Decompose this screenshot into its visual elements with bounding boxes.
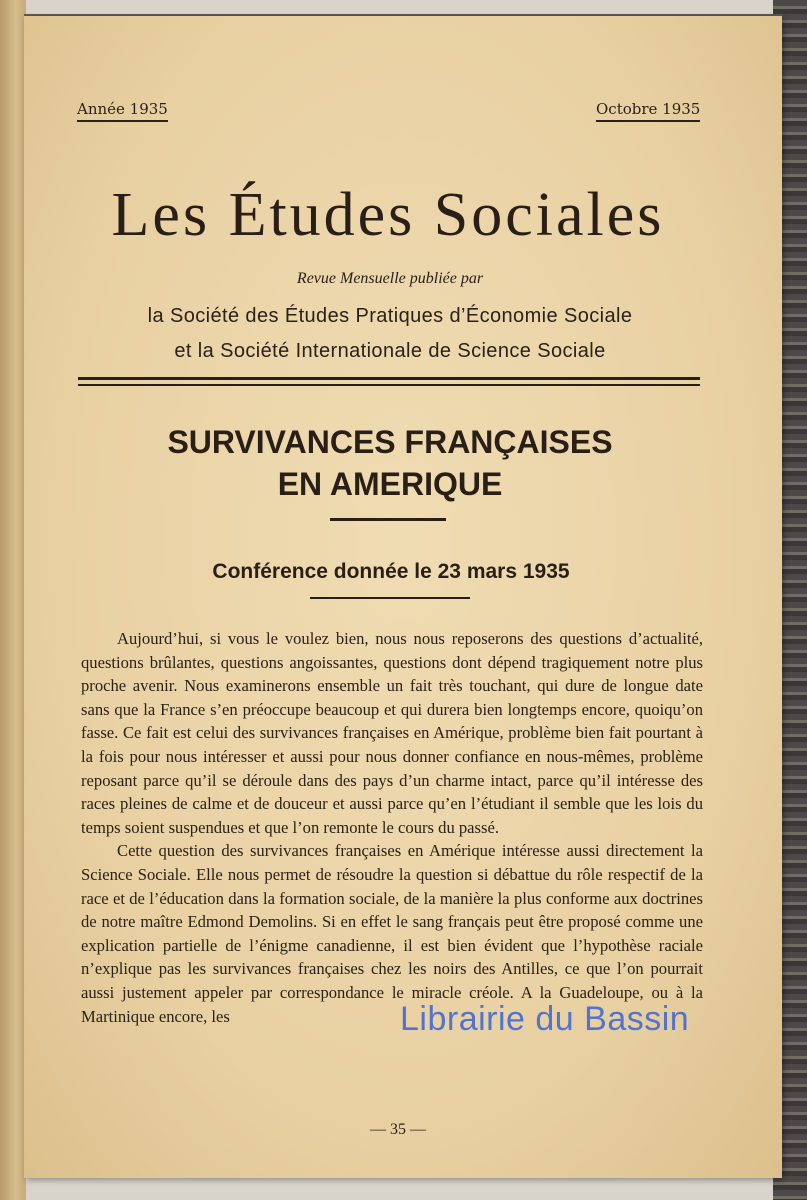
page-number: — 35 —	[370, 1121, 426, 1138]
issue-year: Année 1935	[77, 100, 168, 122]
article-body	[81, 627, 703, 1028]
paragraph: Cette question des survivances françaises en Amérique intéresse aussi directement la Science Sociale. Elle nous permet de résoudre la question si débattue du rôle respectif de la race et de l’éducation dans la formation sociale, de la manière la plus conforme aux doctrines de notre maître Edmond Demolins. Si en effet le sang français peut être proposé comme une explication partielle de l’énigme canadienne, il est bien évident que l’hypothèse raciale n’explique pas les survivances françaises chez les noirs des Antilles, ce que l’on pourrait aussi justement appeler par correspondance le miracle créole. A la Guadeloupe, ou à la Martinique encore, les	[81, 841, 703, 1026]
conference-divider	[310, 597, 470, 599]
publisher-line-1: la Société des Études Pratiques d’Économie Sociale	[147, 305, 633, 327]
bookseller-watermark: Librairie du Bassin	[400, 1000, 690, 1038]
journal-title: Les Études Sociales	[111, 181, 665, 249]
article-title-line-1: SURVIVANCES FRANÇAISES	[167, 424, 613, 460]
masthead-rule-thick	[78, 377, 700, 380]
title-divider	[330, 518, 446, 521]
masthead-rule-thin	[78, 384, 700, 386]
publisher-line-2: et la Société Internationale de Science Sociale	[174, 340, 606, 362]
issue-month: Octobre 1935	[596, 100, 700, 122]
conference-heading: Conférence donnée le 23 mars 1935	[212, 560, 570, 583]
paragraph: Aujourd’hui, si vous le voulez bien, nous nous reposerons des questions d’actualité, questions brûlantes, questions angoissantes, questions dont dépend tragiquement notre plus proche avenir. Nous examinerons ensemble un fait très touchant, qui dure de longue date sans que la France s’en préoccupe beaucoup et qui durera bien longtemps encore, quoiqu’on fasse. Ce fait est celui des survivances françaises en Amérique, problème bien fait pourtant à la fois pour nous intéresser et aussi pour nous donner confiance en nous-mêmes, problème reposant parce qu’il se déroule dans des pays d’un charme intact, parce qu’il intéresse des races pleines de calme et de douceur et aussi parce qu’en l’étudiant il semble que les lois du temps soient suspendues et que l’on remonte le cours du passé.	[81, 629, 703, 837]
journal-subtitle: Revue Mensuelle publiée par	[296, 270, 484, 287]
article-title-line-2: EN AMERIQUE	[277, 466, 503, 502]
